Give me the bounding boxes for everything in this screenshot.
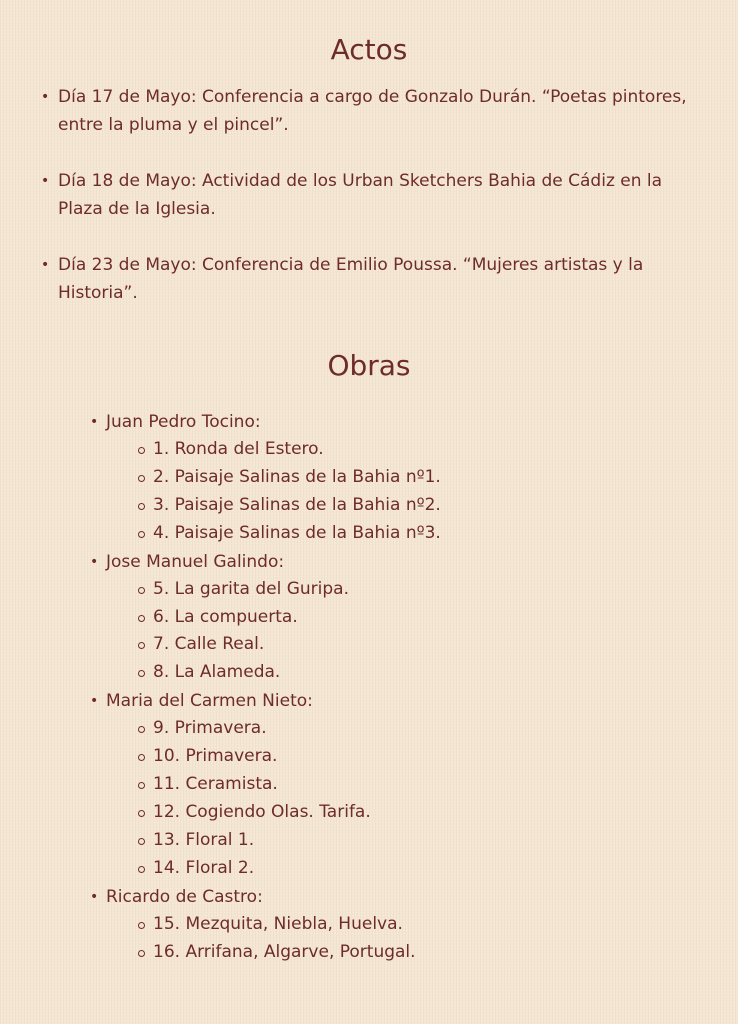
work-item [138, 827, 690, 855]
circle-bullet-icon [138, 754, 145, 761]
artist-name: Jose Manuel Galindo: [106, 551, 285, 572]
circle-bullet-icon [138, 670, 145, 677]
circle-bullet-icon [138, 866, 145, 873]
section-title-obras: Obras [327, 349, 411, 382]
acto-item: • Día 23 de Mayo: Conferencia de Emilio Poussa. “Mujeres artistas y la Historia”. [41, 251, 691, 307]
work-title: 15. Mezquita, Niebla, Huelva. [153, 913, 403, 934]
works-list [106, 576, 690, 688]
circle-bullet-icon [138, 531, 145, 538]
artist-item [90, 408, 690, 548]
works-list [106, 436, 690, 548]
bullet-icon: • [90, 888, 99, 905]
work-title: 16. Arrifana, Algarve, Portugal. [153, 941, 416, 962]
work-title: 2. Paisaje Salinas de la Bahia nº1. [153, 466, 441, 487]
work-item [138, 743, 690, 771]
work-title: 7. Calle Real. [153, 634, 265, 655]
work-title: 8. La Alameda. [153, 662, 281, 683]
works-list [106, 715, 690, 882]
work-title: 3. Paisaje Salinas de la Bahia nº2. [153, 494, 441, 515]
circle-bullet-icon [138, 447, 145, 454]
circle-bullet-icon [138, 503, 145, 510]
circle-bullet-icon [138, 838, 145, 845]
work-title: 11. Ceramista. [153, 774, 278, 795]
work-item [138, 911, 690, 939]
work-item [138, 520, 690, 548]
work-title: 10. Primavera. [153, 746, 278, 767]
work-item [138, 576, 690, 604]
artist-name: Juan Pedro Tocino: [106, 412, 261, 432]
work-title: 6. La compuerta. [153, 606, 298, 627]
circle-bullet-icon [138, 922, 145, 929]
circle-bullet-icon [138, 726, 145, 733]
work-title: 14. Floral 2. [153, 857, 255, 878]
work-item [138, 939, 690, 967]
work-item [138, 715, 690, 743]
work-item [138, 631, 690, 659]
work-item [138, 855, 690, 883]
circle-bullet-icon [138, 587, 145, 594]
work-title: 12. Cogiendo Olas. Tarifa. [153, 801, 371, 822]
actos-list [41, 83, 691, 335]
artist-item [90, 883, 690, 967]
work-title: 5. La garita del Guripa. [153, 578, 349, 599]
work-title: 1. Ronda del Estero. [153, 439, 324, 459]
works-list [106, 911, 690, 967]
work-item [138, 492, 690, 520]
acto-item: • Día 17 de Mayo: Conferencia a cargo de Gonzalo Durán. “Poetas pintores, entre la pluma y el pincel”. [41, 83, 691, 139]
work-title: 9. Primavera. [153, 718, 267, 739]
work-item [138, 604, 690, 632]
circle-bullet-icon [138, 642, 145, 649]
artist-item [90, 687, 690, 882]
artist-item [90, 548, 690, 688]
work-item [138, 771, 690, 799]
bullet-icon: • [90, 414, 99, 430]
work-item [138, 799, 690, 827]
circle-bullet-icon [138, 950, 145, 957]
circle-bullet-icon [138, 615, 145, 622]
bullet-icon: • [90, 553, 99, 570]
section-title-actos: Actos [330, 33, 408, 66]
work-item [138, 436, 690, 464]
work-item [138, 659, 690, 687]
bullet-icon: • [90, 693, 99, 710]
work-title: 13. Floral 1. [153, 829, 255, 850]
work-title: 4. Paisaje Salinas de la Bahia nº3. [153, 522, 441, 543]
acto-item: • Día 18 de Mayo: Actividad de los Urban Sketchers Bahia de Cádiz en la Plaza de la Iglesia. [41, 167, 691, 223]
circle-bullet-icon [138, 810, 145, 817]
circle-bullet-icon [138, 475, 145, 482]
work-item [138, 464, 690, 492]
circle-bullet-icon [138, 782, 145, 789]
artist-name: Ricardo de Castro: [106, 886, 263, 907]
artist-name: Maria del Carmen Nieto: [106, 691, 313, 712]
obras-list [90, 408, 690, 967]
